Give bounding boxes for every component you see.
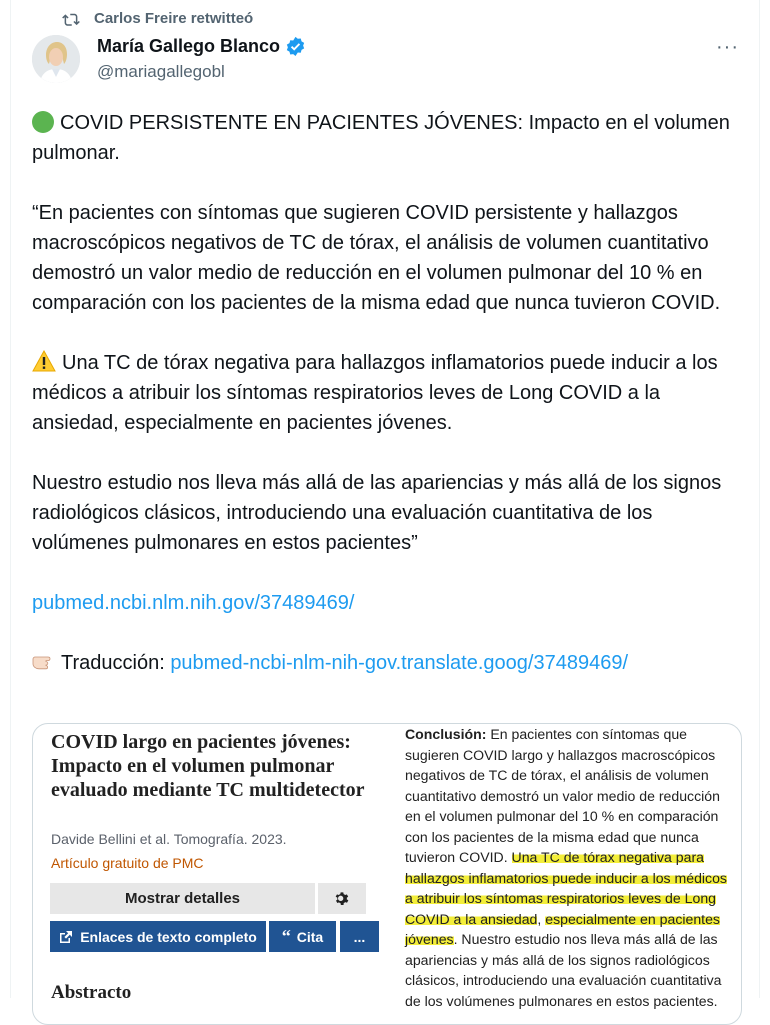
pubmed-link[interactable]: pubmed.ncbi.nlm.nih.gov/37489469/ [32,592,355,614]
conclusion-text: Conclusión: En pacientes con síntomas que sugieren COVID largo y hallazgos macroscópicos negativos de TC de tórax, el análisis de volumen cuantitativo demostró un valor medio de reducción en el volumen pulmonar del 10 % en comparación con los pacientes de la misma edad que nunca tuvieron COVID. Una TC de tórax negativa para hallazgos inflamatorios puede inducir a los médicos a atribuir los síntomas respiratorios leves de Long COVID a la ansiedad, especialmente en pacientes jóvenes. Nuestro estudio nos lleva más allá de las apariencias y más allá de los signos radiológicos clásicos, introduciendo una evaluación cuantitativa de los volúmenes pulmonares en estos pacientes. [405,726,727,1009]
quote-icon: “ [281,926,291,946]
tweet-paragraph-3: Una TC de tórax negativa para hallazgos inflamatorios puede inducir a los médicos a atribuir los síntomas respiratorios leves de Long COVID a la ansiedad, especialmente en pacientes jóvenes. [32,352,718,434]
retweet-context[interactable] [62,10,253,27]
tweet-paragraph-6: Traducción: pubmed-ncbi-nlm-nih-gov.translate.goog/37489469/ [32,648,744,678]
translate-link[interactable]: pubmed-ncbi-nlm-nih-gov.translate.goog/37489469/ [170,652,629,674]
abstract-heading: Abstracto [51,982,132,1003]
avatar[interactable] [32,35,80,83]
free-article-label: Artículo gratuito de PMC [51,855,204,871]
full-text-links-button: Enlaces de texto completo [50,921,266,952]
show-details-button: Mostrar detalles [50,883,315,914]
tweet-text [32,108,744,708]
gear-icon [318,883,366,914]
article-title: COVID largo en pacientes jóvenes: Impacto en el volumen pulmonar evaluado mediante TC multidetector [51,731,365,801]
author-handle[interactable]: @mariagallegobl [97,62,225,81]
retweet-icon [62,11,80,27]
author-name[interactable]: María Gallego Blanco [97,36,306,57]
media-image[interactable] [32,723,742,1025]
external-link-icon [59,930,73,944]
tweet-paragraph-1: COVID PERSISTENTE EN PACIENTES JÓVENES: Impacto en el volumen pulmonar. [32,112,730,164]
tweet-paragraph-5 [32,588,744,618]
pointing-hand-icon [32,651,58,671]
tweet-paragraph-4: Nuestro estudio nos lleva más allá de las apariencias y más allá de los signos radiológicos clásicos, introduciendo una evaluación cuantitativa de los volúmenes pulmonares en estos pacientes” [32,472,722,554]
retweet-text: Carlos Freire retwitteó [94,10,254,27]
cite-button: “ Cita [269,921,336,952]
more-options-icon[interactable]: ··· [716,36,739,58]
green-circle-icon [32,111,54,133]
article-authors: Davide Bellini et al. Tomografía. 2023. [51,831,287,847]
tweet-paragraph-2: “En pacientes con síntomas que sugieren COVID persistente y hallazgos macroscópicos negativos de TC de tórax, el análisis de volumen cuantitativo demostró un valor medio de reducción en el volumen pulmonar del 10 % en comparación con los pacientes de la misma edad que nunca tuvieron COVID. [32,202,721,314]
more-button: ... [340,921,379,952]
verified-badge-icon [285,36,306,57]
warning-icon [32,350,56,372]
